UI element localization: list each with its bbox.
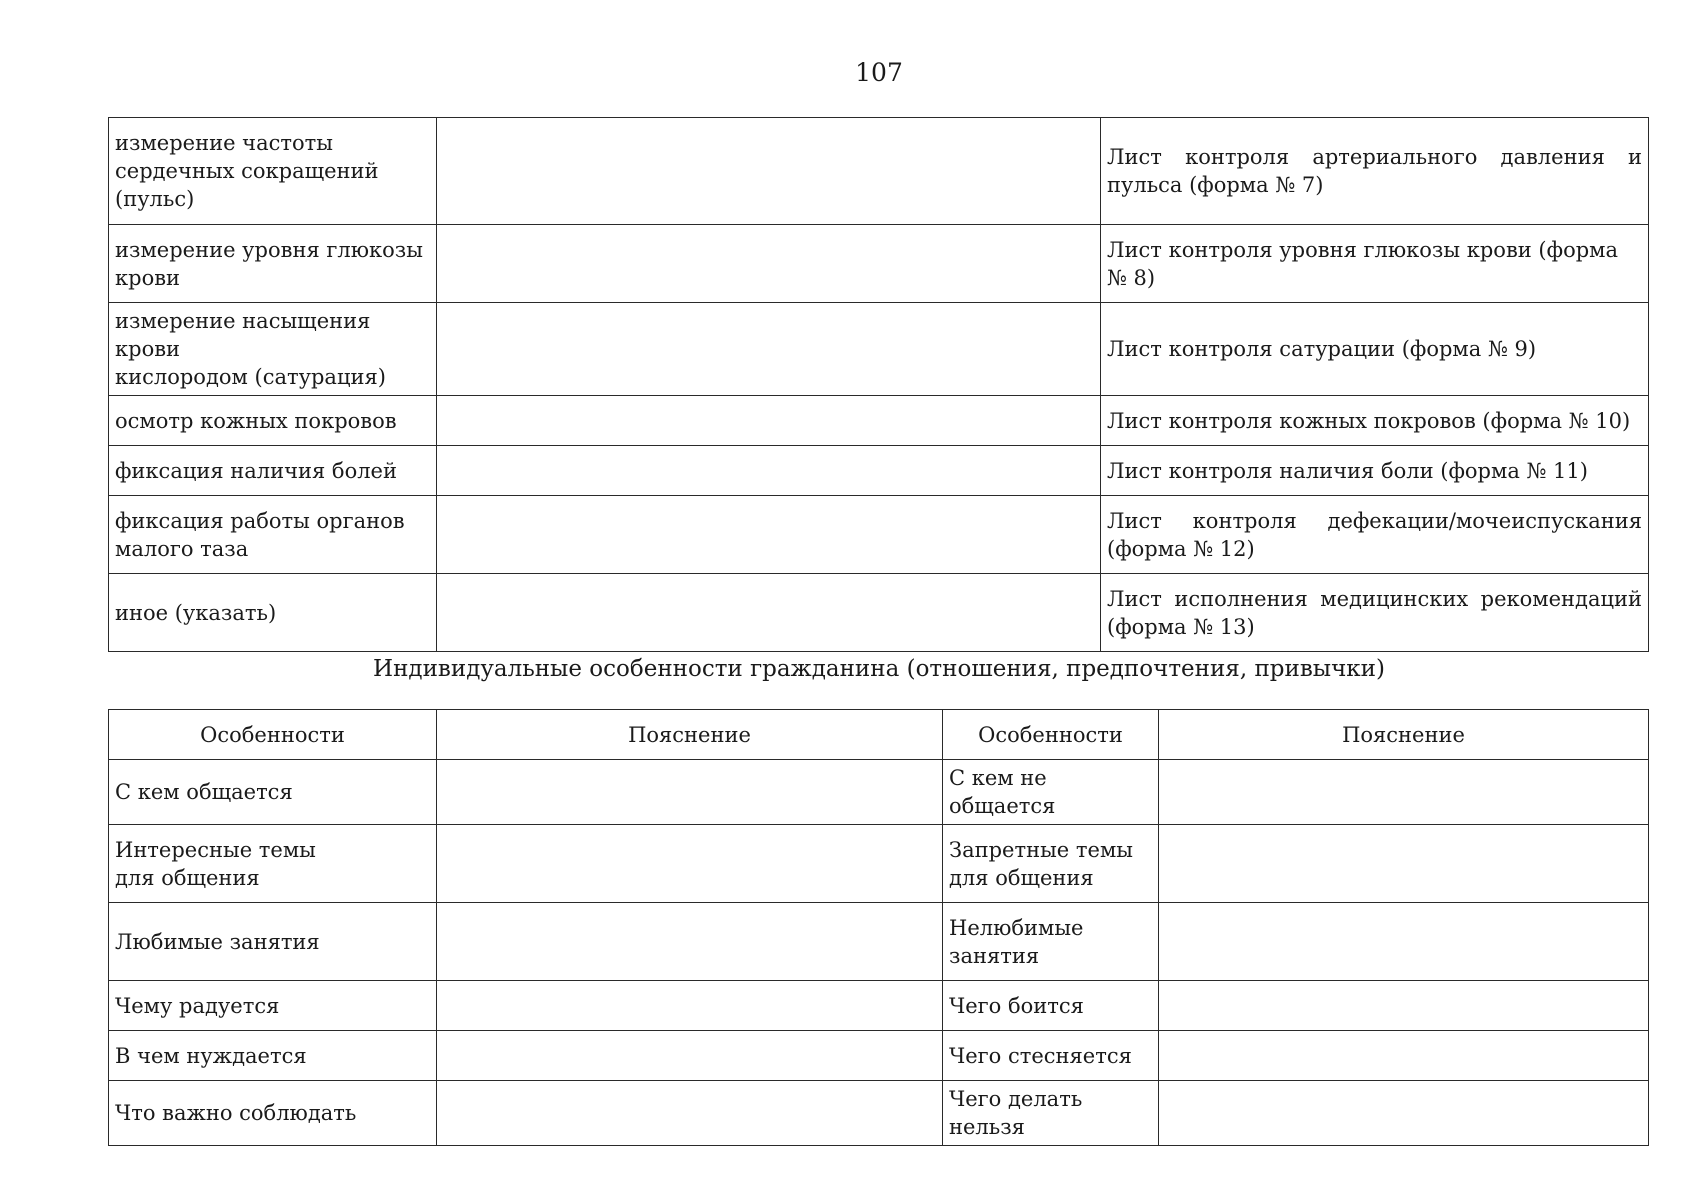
form-cell: Лист контроля кожных покровов (форма № 10) [1101, 396, 1649, 446]
care-activities-table [108, 117, 1649, 652]
form-cell: Лист контроля уровня глюкозы крови (форма № 8) [1101, 225, 1649, 303]
feature-cell: Любимые занятия [109, 903, 437, 981]
table-row [109, 574, 1649, 652]
header-features-left: Особенности [109, 710, 437, 760]
table-row [109, 981, 1649, 1031]
feature-cell: Чего боится [943, 981, 1159, 1031]
feature-cell: Запретные темы для общения [943, 825, 1159, 903]
page-number: 107 [855, 58, 903, 87]
section-title: Индивидуальные особенности гражданина (отношения, предпочтения, привычки) [373, 656, 1385, 682]
header-notes-left: Пояснение [437, 710, 943, 760]
feature-cell: С кем общается [109, 760, 437, 825]
details-cell[interactable] [437, 118, 1101, 225]
note-cell[interactable] [1159, 981, 1649, 1031]
details-cell[interactable] [437, 446, 1101, 496]
activity-cell: иное (указать) [109, 574, 437, 652]
activity-cell: фиксация работы органов малого таза [109, 496, 437, 574]
table-row [109, 118, 1649, 225]
table-row [109, 496, 1649, 574]
table-row [109, 1081, 1649, 1146]
activity-cell: фиксация наличия болей [109, 446, 437, 496]
feature-cell: Чего делать нельзя [943, 1081, 1159, 1146]
activity-cell: измерение насыщения крови кислородом (сатурация) [109, 303, 437, 396]
feature-cell: Нелюбимые занятия [943, 903, 1159, 981]
feature-cell: Чего стесняется [943, 1031, 1159, 1081]
feature-cell: Интересные темы для общения [109, 825, 437, 903]
note-cell[interactable] [1159, 1081, 1649, 1146]
individual-features-table [108, 709, 1649, 1146]
header-features-right: Особенности [943, 710, 1159, 760]
details-cell[interactable] [437, 496, 1101, 574]
note-cell[interactable] [437, 1081, 943, 1146]
note-cell[interactable] [437, 1031, 943, 1081]
activity-cell: измерение уровня глюкозы крови [109, 225, 437, 303]
table-row [109, 1031, 1649, 1081]
table-row [109, 396, 1649, 446]
feature-cell: Чему радуется [109, 981, 437, 1031]
note-cell[interactable] [1159, 825, 1649, 903]
note-cell[interactable] [1159, 903, 1649, 981]
note-cell[interactable] [1159, 1031, 1649, 1081]
table-header-row [109, 710, 1649, 760]
note-cell[interactable] [437, 825, 943, 903]
table-row [109, 225, 1649, 303]
table-row [109, 446, 1649, 496]
form-cell: Лист контроля артериального давления и пульса (форма № 7) [1101, 118, 1649, 225]
note-cell[interactable] [437, 903, 943, 981]
table-row [109, 303, 1649, 396]
note-cell[interactable] [1159, 760, 1649, 825]
feature-cell: С кем не общается [943, 760, 1159, 825]
form-cell: Лист контроля сатурации (форма № 9) [1101, 303, 1649, 396]
details-cell[interactable] [437, 396, 1101, 446]
table-row [109, 760, 1649, 825]
header-notes-right: Пояснение [1159, 710, 1649, 760]
note-cell[interactable] [437, 981, 943, 1031]
details-cell[interactable] [437, 574, 1101, 652]
note-cell[interactable] [437, 760, 943, 825]
details-cell[interactable] [437, 303, 1101, 396]
form-cell: Лист контроля дефекации/мочеиспускания (форма № 12) [1101, 496, 1649, 574]
table-row [109, 903, 1649, 981]
table-row [109, 825, 1649, 903]
activity-cell: осмотр кожных покровов [109, 396, 437, 446]
feature-cell: Что важно соблюдать [109, 1081, 437, 1146]
activity-cell: измерение частоты сердечных сокращений (пульс) [109, 118, 437, 225]
form-cell: Лист исполнения медицинских рекомендаций (форма № 13) [1101, 574, 1649, 652]
feature-cell: В чем нуждается [109, 1031, 437, 1081]
details-cell[interactable] [437, 225, 1101, 303]
form-cell: Лист контроля наличия боли (форма № 11) [1101, 446, 1649, 496]
